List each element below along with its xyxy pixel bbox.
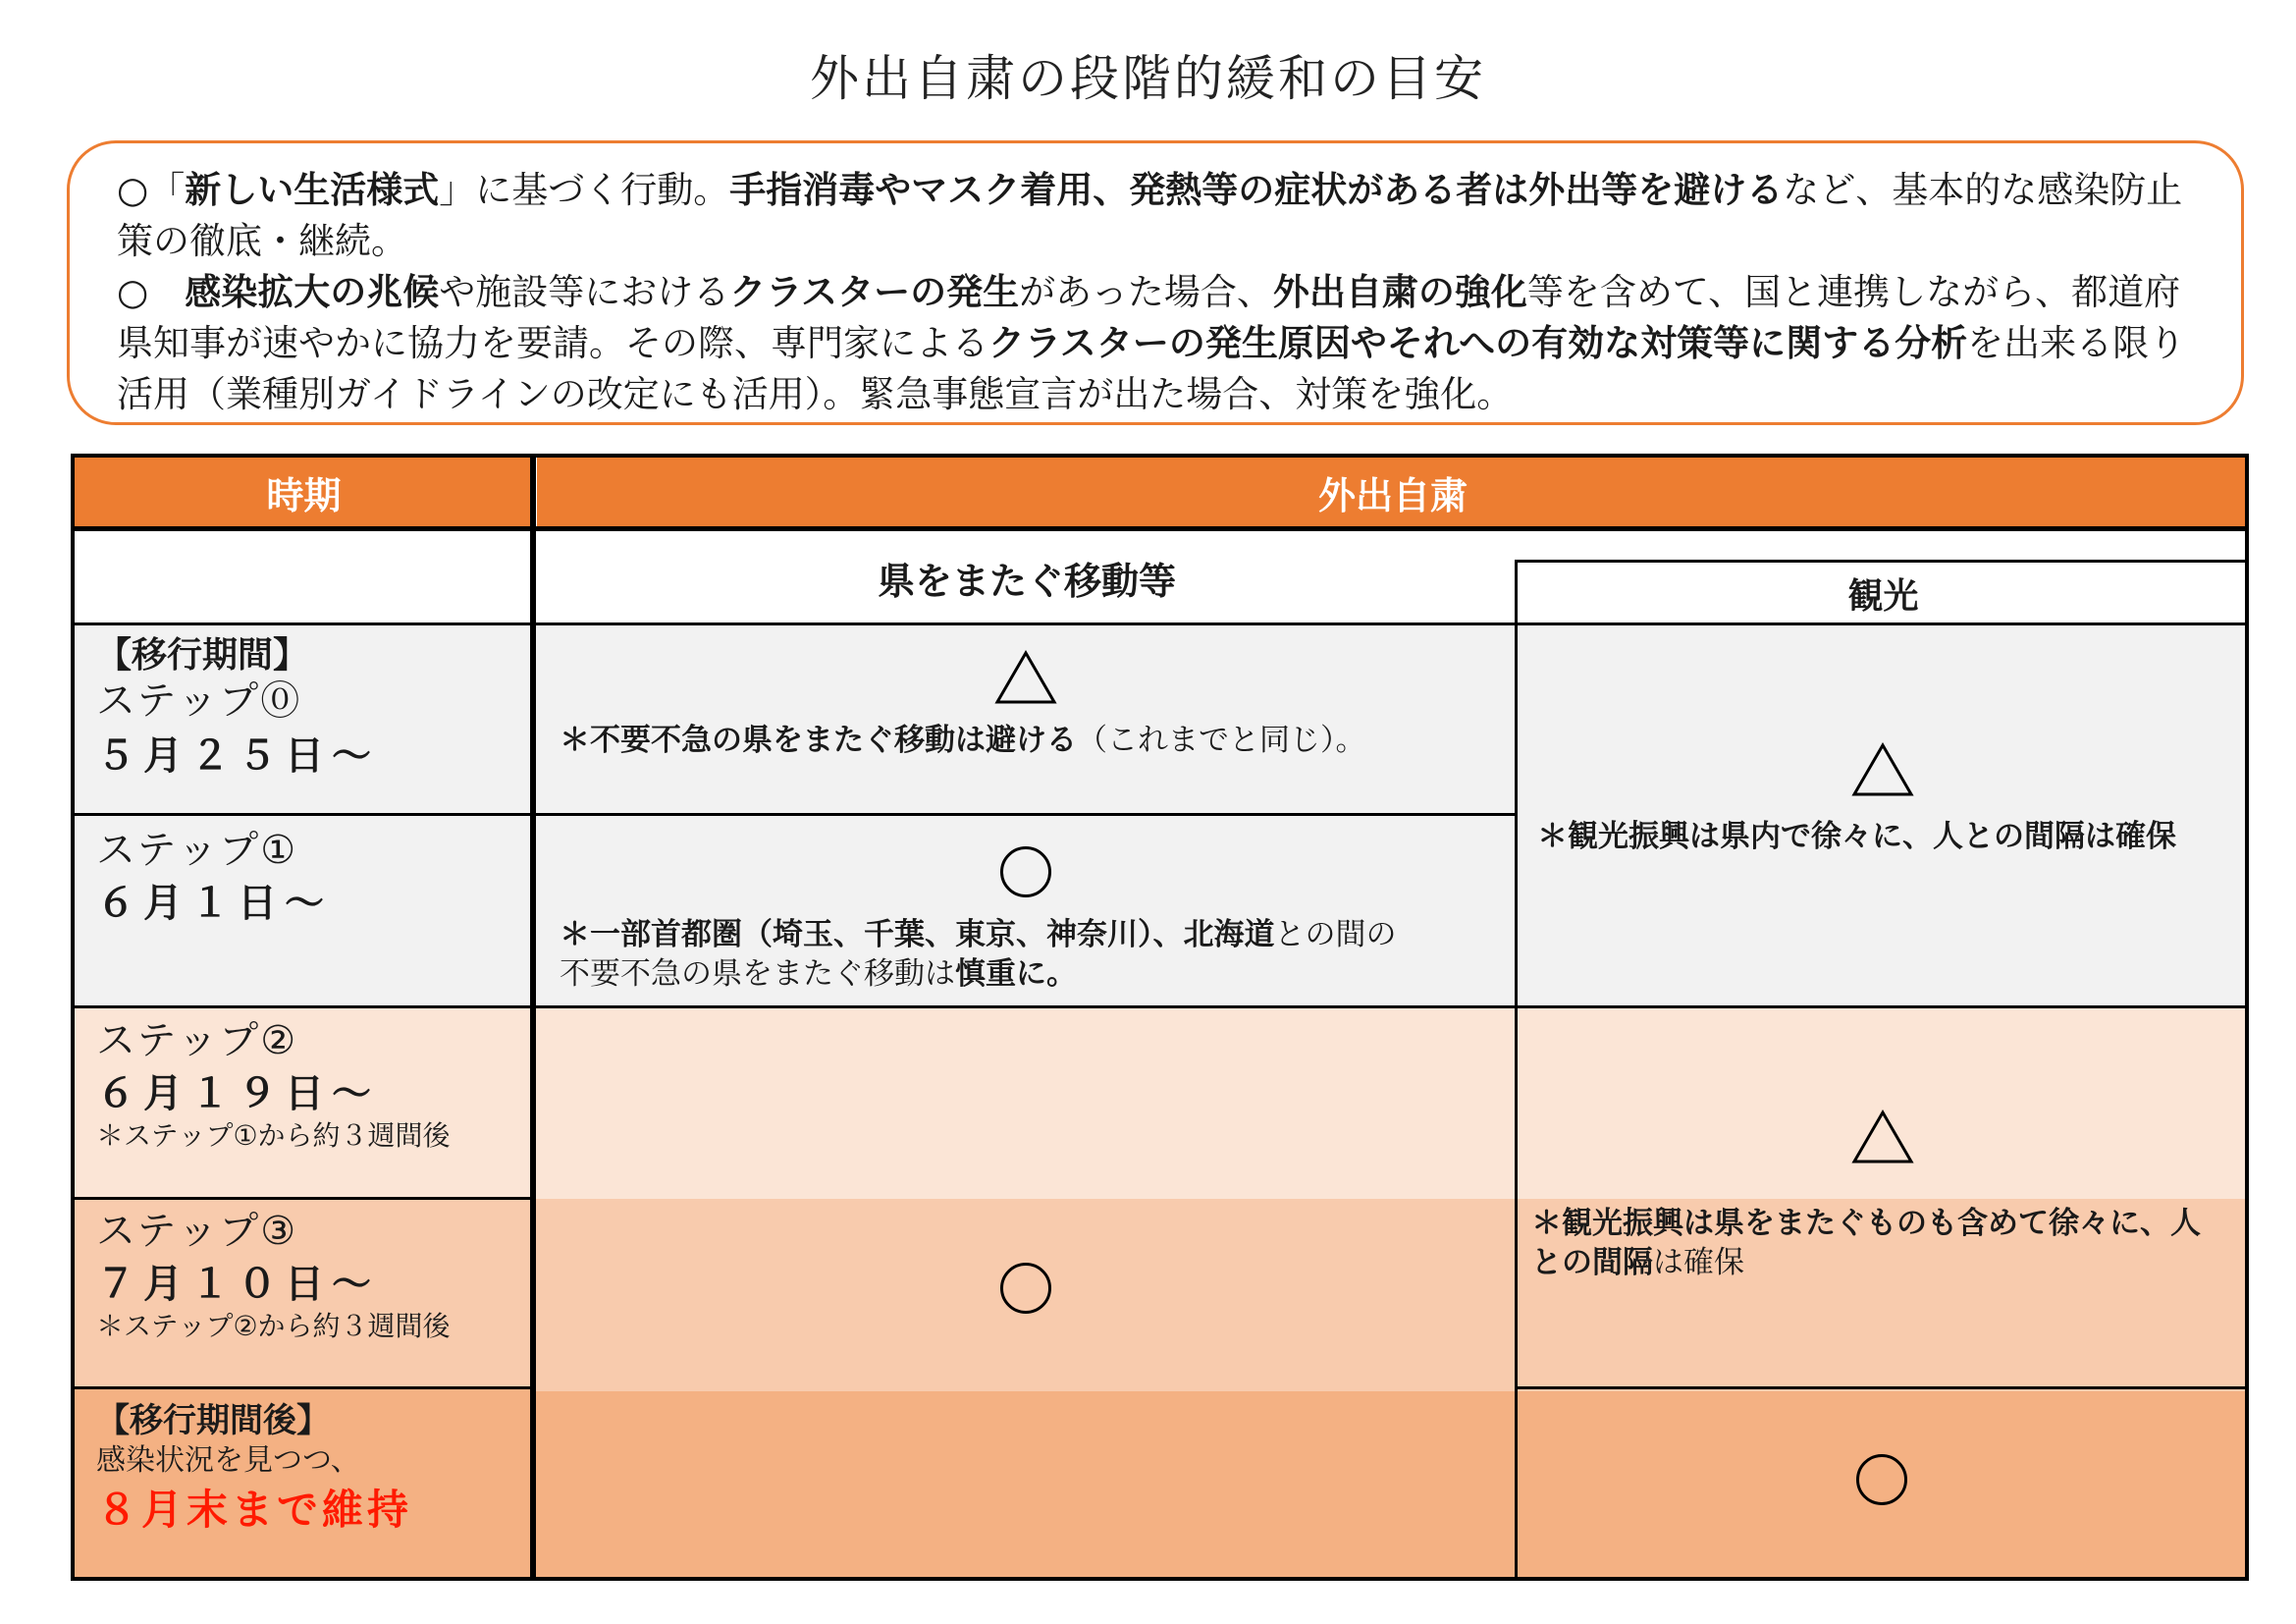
move-note-step0: ＊不要不急の県をまたぐ移動は避ける（これまでと同じ）。 bbox=[560, 723, 1366, 758]
step-date: ６月１日～ bbox=[96, 881, 332, 926]
step-label: ステップ⓪ bbox=[96, 678, 302, 724]
period-after bbox=[96, 1400, 412, 1536]
divider-tourism bbox=[1515, 560, 1518, 1581]
subheader-move: 県をまたぐ移動等 bbox=[877, 559, 1176, 603]
divider-step3 bbox=[75, 1386, 533, 1389]
period-step0 bbox=[96, 634, 379, 780]
divider-tourism-after bbox=[1515, 1386, 2249, 1389]
triangle-symbol bbox=[1851, 1110, 1914, 1164]
step-date: ７月１０日～ bbox=[96, 1262, 379, 1307]
summary-paragraph-2: ○ 感染拡大の兆候や施設等におけるクラスターの発生があった場合、外出自粛の強化等を含めて、国と連携しながら、都道府県知事が速やかに協力を要請。その際、専門家によるクラスターの発生原因やそれへの有効な対策等に関する分析を出来る限り活用（業種別ガイドラインの改定にも活用）。緊急事態宣言が出た場合、対策を強化。 bbox=[117, 271, 2186, 415]
phase-label: 【移行期間後】 bbox=[96, 1401, 330, 1440]
step-date: ６月１９日～ bbox=[96, 1071, 379, 1116]
move-note-step1: ＊一部首都圏（埼玉、千葉、東京、神奈川）、北海道との間の 不要不急の県をまたぐ移動は慎重に。 bbox=[560, 917, 1397, 992]
summary-paragraph-1: ○「新しい生活様式」に基づく行動。手指消毒やマスク着用、発熱等の症状がある者は外出等を避けるなど、基本的な感染防止策の徹底・継続。 bbox=[117, 169, 2183, 262]
step-label: ステップ① bbox=[96, 828, 298, 873]
header-period: 時期 bbox=[75, 458, 533, 526]
triangle-symbol bbox=[994, 650, 1057, 705]
step-label: ステップ② bbox=[96, 1018, 298, 1063]
step-date: ５月２５日～ bbox=[96, 733, 379, 779]
divider-step0 bbox=[75, 813, 1516, 816]
subheader-tourism: 観光 bbox=[1518, 560, 2249, 624]
divider-period bbox=[530, 458, 536, 1581]
period-step3 bbox=[96, 1208, 451, 1343]
divider-header bbox=[75, 526, 2249, 531]
triangle-symbol bbox=[1851, 742, 1914, 797]
circle-symbol bbox=[1000, 1263, 1051, 1314]
period-step2 bbox=[96, 1017, 451, 1153]
circle-symbol bbox=[1000, 846, 1051, 897]
phase-label: 【移行期間】 bbox=[96, 635, 309, 676]
tourism-note-step0-1: ＊観光振興は県内で徐々に、人との間隔は確保 bbox=[1537, 819, 2176, 854]
summary-box bbox=[67, 140, 2244, 425]
step-label: ステップ③ bbox=[96, 1209, 298, 1254]
divider-step2 bbox=[75, 1197, 533, 1200]
after-line: 感染状況を見つつ、 bbox=[96, 1443, 360, 1478]
step-note: ＊ステップ②から約３週間後 bbox=[96, 1310, 451, 1342]
tourism-note-step2-3: ＊観光振興は県をまたぐものも含めて徐々に、人との間隔は確保 bbox=[1531, 1206, 2201, 1280]
circle-symbol bbox=[1856, 1454, 1907, 1505]
relaxation-table bbox=[71, 454, 2249, 1581]
divider-subheader bbox=[75, 623, 2249, 625]
divider-step1 bbox=[75, 1005, 2249, 1008]
header-outing: 外出自粛 bbox=[537, 458, 2249, 526]
period-step1 bbox=[96, 827, 332, 927]
page-title: 外出自粛の段階的緩和の目安 bbox=[810, 50, 1486, 107]
step-note: ＊ステップ①から約３週間後 bbox=[96, 1119, 451, 1152]
after-highlight: ８月末まで維持 bbox=[96, 1486, 413, 1534]
